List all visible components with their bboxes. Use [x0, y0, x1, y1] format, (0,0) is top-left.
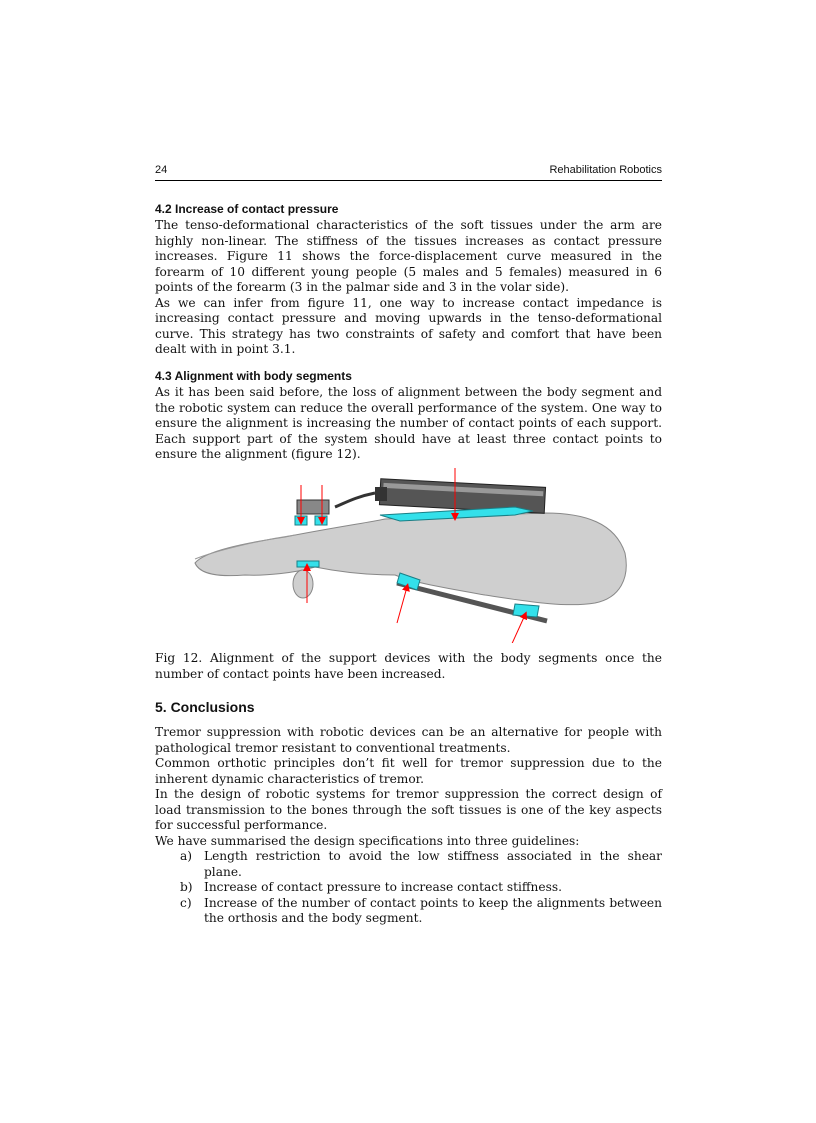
lower-support-distal — [513, 604, 539, 617]
list-item — [155, 896, 662, 927]
list-text: Increase of the number of contact points to keep the alignments between the orthosis and the body segment. — [204, 895, 662, 925]
list-label: b) — [180, 880, 193, 894]
list-label: c) — [180, 895, 192, 910]
running-title: Rehabilitation Robotics — [549, 164, 662, 176]
section-4-2 — [155, 202, 662, 358]
wrist-support-bottom — [297, 561, 319, 567]
figure-caption: Fig 12. Alignment of the support devices with the body segments once the number of contact points have been increased. — [155, 651, 662, 681]
wrist-device — [297, 500, 329, 514]
page-number: 24 — [155, 164, 168, 176]
paragraph: Common orthotic principles don’t fit well for tremor suppression due to the inherent dynamic characteristics of tremor. — [155, 756, 662, 786]
paragraph: The tenso-deformational characteristics of the soft tissues under the arm are highly non-linear. The stiffness of the tissues increases as contact pressure increases. Figure 11 shows the force-displacement curve measured in the forearm of 10 different young people (5 males and 5 females) measured in 6 points of the forearm (3 in the palmar side and 3 in the volar side). — [155, 218, 662, 294]
section-4-3 — [155, 369, 662, 463]
paragraph: We have summarised the design specifications into three guidelines: — [155, 833, 580, 848]
page-header — [155, 164, 662, 181]
section-heading: 4.3 Alignment with body segments — [155, 369, 352, 383]
list-text: Increase of contact pressure to increase contact stiffness. — [204, 880, 562, 894]
guidelines-list — [155, 849, 662, 927]
section-heading: 5. Conclusions — [155, 699, 255, 715]
wrist-support-right — [315, 516, 327, 525]
list-text: Length restriction to avoid the low stiffness associated in the shear plane. — [204, 849, 662, 879]
thumb — [293, 570, 313, 598]
paragraph: Tremor suppression with robotic devices can be an alternative for people with pathological tremor resistant to conventional treatments. — [155, 725, 662, 755]
figure-12-illustration — [185, 463, 630, 643]
section-conclusions — [155, 699, 662, 927]
arm-silhouette — [195, 513, 626, 605]
force-arrow — [397, 587, 407, 623]
force-arrow — [510, 615, 525, 643]
section-heading: 4.2 Increase of contact pressure — [155, 202, 339, 216]
paragraph: As we can infer from figure 11, one way to increase contact impedance is increasing contact pressure and moving upwards in the tenso-deformational curve. This strategy has two constraints of safety and comfort that have been dealt with in point 3.1. — [155, 295, 662, 356]
paragraph: As it has been said before, the loss of alignment between the body segment and the robotic system can reduce the overall performance of the system. One way to ensure the alignment is increasing the number of contact points of each support. Each support part of the system should have at least three contact points to ensure the alignment (figure 12). — [155, 385, 662, 461]
list-item — [155, 880, 662, 896]
list-label: a) — [180, 849, 193, 863]
paragraph: In the design of robotic systems for tremor suppression the correct design of load transmission to the bones through the soft tissues is one of the key aspects for successful performance. — [155, 787, 662, 832]
list-item — [155, 849, 662, 880]
